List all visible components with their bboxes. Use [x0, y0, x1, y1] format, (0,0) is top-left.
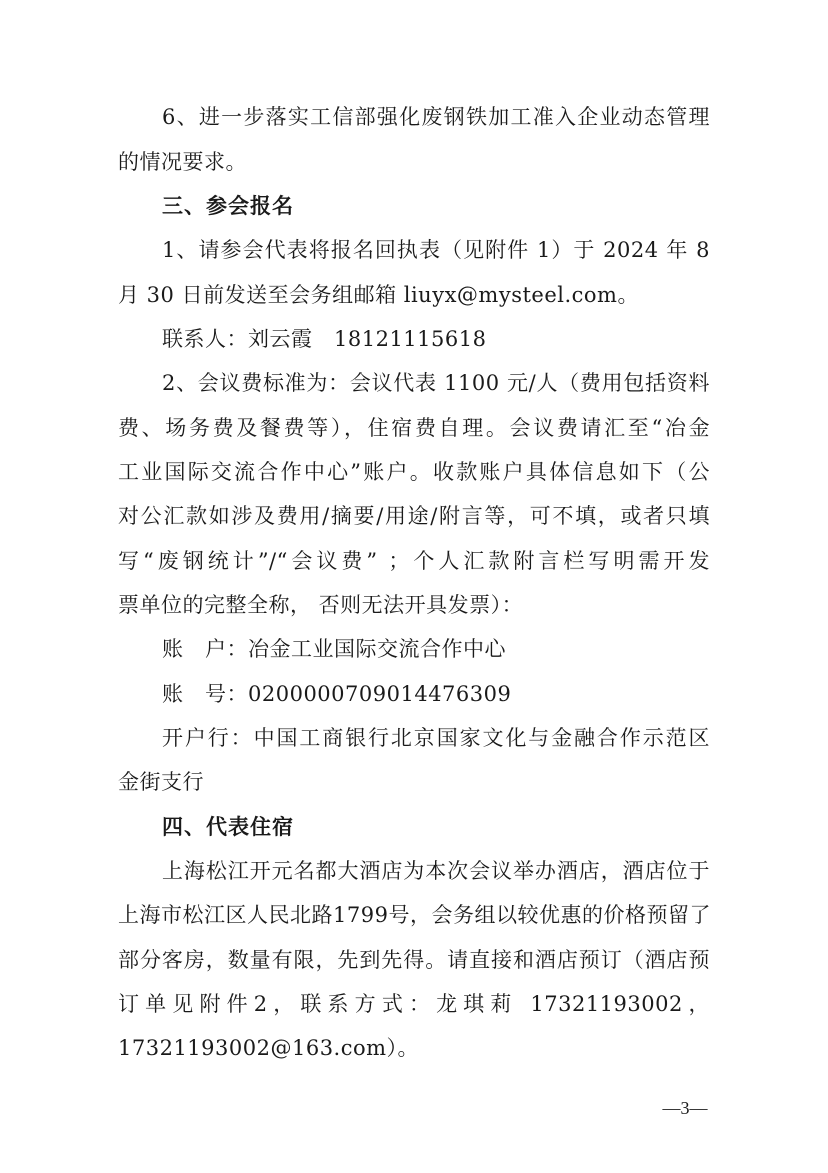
text-line-hotel-5: 17321193002@163.com）。 [118, 1036, 420, 1060]
section-heading-registration: 三、参会报名 [162, 194, 294, 218]
bank-line-cont: 金街支行 [118, 770, 204, 794]
text-line-hotel-3: 部分客房，数量有限，先到先得。请直接和酒店预订（酒店预 [118, 948, 710, 972]
section-heading-accommodation: 四、代表住宿 [162, 815, 294, 839]
text-line-hotel-1: 上海松江开元名都大酒店为本次会议举办酒店，酒店位于 [162, 859, 710, 883]
text-line-fee-1: 2、会议费标准为：会议代表 1100 元/人（费用包括资料 [162, 371, 710, 395]
text-line-fee-2: 费、场务费及餐费等），住宿费自理。会议费请汇至“冶金 [118, 416, 710, 440]
text-line-registration-1-cont: 月 30 日前发送至会务组邮箱 liuyx@mysteel.com。 [118, 283, 639, 307]
bank-line: 开户行：中国工商银行北京国家文化与金融合作示范区 [162, 726, 710, 750]
contact-person-line: 联系人：刘云霞 18121115618 [162, 327, 487, 351]
text-line-registration-1: 1、请参会代表将报名回执表（见附件 1）于 2024 年 8 [162, 238, 710, 262]
account-name-line: 账 户：冶金工业国际交流合作中心 [162, 637, 506, 661]
text-line-hotel-4: 订单见附件2，联系方式：龙琪莉 17321193002， [118, 992, 710, 1016]
account-number-line: 账 号：0200000709014476309 [162, 682, 512, 706]
text-line-fee-5: 写“废钢统计”/“会议费” ；个人汇款附言栏写明需开发 [118, 549, 710, 573]
text-line-hotel-2: 上海市松江区人民北路1799号，会务组以较优惠的价格预留了 [118, 903, 711, 927]
text-line-fee-4: 对公汇款如涉及费用/摘要/用途/附言等，可不填，或者只填 [118, 504, 710, 528]
text-line-item-6-cont: 的情况要求。 [118, 150, 247, 174]
text-line-fee-6: 票单位的完整全称， 否则无法开具发票）： [118, 593, 524, 617]
text-line-item-6: 6、进一步落实工信部强化废钢铁加工准入企业动态管理 [162, 105, 710, 129]
text-line-fee-3: 工业国际交流合作中心”账户。收款账户具体信息如下（公 [118, 460, 710, 484]
page-number: —3— [662, 1098, 708, 1118]
